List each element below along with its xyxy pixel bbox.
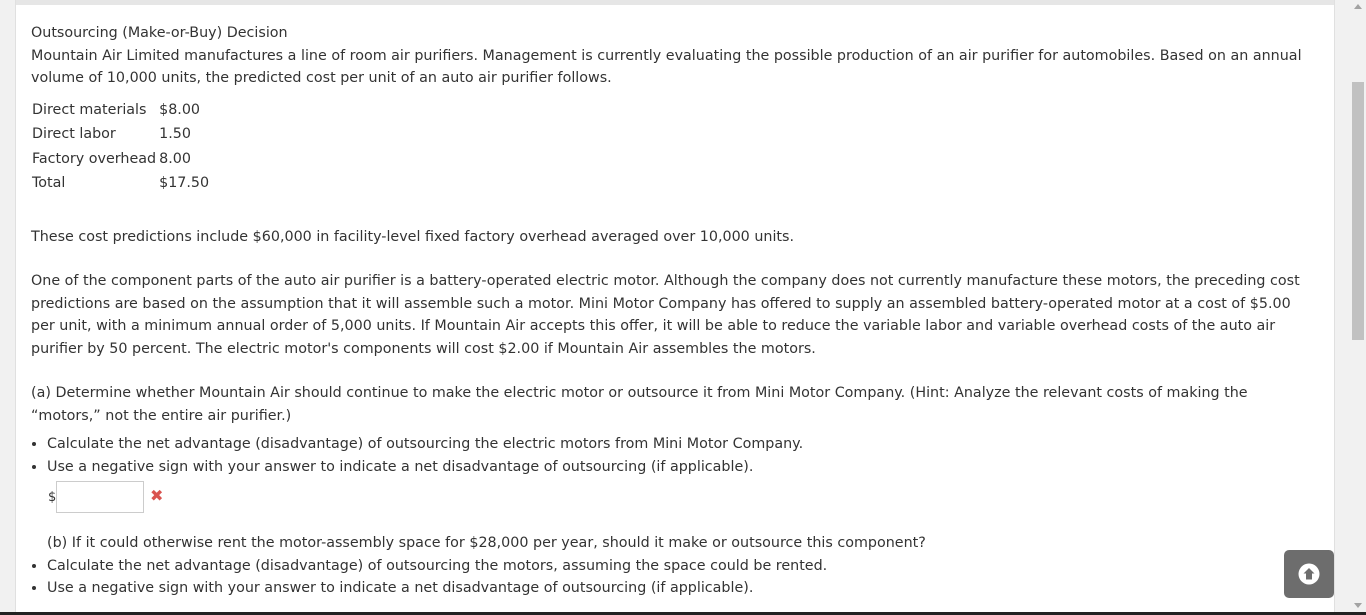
scroll-down-arrow-icon[interactable]: [1354, 603, 1362, 608]
vertical-scrollbar[interactable]: [1350, 0, 1366, 615]
problem-title: Outsourcing (Make-or-Buy) Decision: [31, 25, 288, 41]
back-to-top-button[interactable]: [1284, 550, 1334, 598]
instruction-item: • Calculate the net advantage (disadvantage) of outsourcing the motors, assuming the space could be rented.: [47, 555, 1316, 578]
cost-row: [32, 122, 209, 147]
fixed-overhead-note: These cost predictions include $60,000 in facility-level fixed factory overhead averaged over 10,000 units.: [31, 228, 795, 245]
arrow-up-circle-icon: [1298, 563, 1320, 585]
scrollbar-thumb[interactable]: [1352, 82, 1364, 340]
cost-value: $17.50: [159, 175, 210, 191]
instruction-item: • Use a negative sign with your answer to indicate a net disadvantage of outsourcing (if applicable).: [47, 577, 1316, 600]
x-mark-icon: ✖: [150, 486, 164, 505]
cost-row: [32, 147, 209, 172]
part-a-answer-row: [31, 481, 1316, 521]
cost-value: $8.00: [159, 101, 201, 118]
instruction-item: • Calculate the net advantage (disadvantage) of outsourcing the electric motors from Mini Motor Company.: [47, 433, 1316, 456]
cost-value: 8.00: [159, 150, 191, 167]
cost-row: [32, 98, 209, 123]
currency-symbol: $: [48, 490, 57, 505]
cost-row-total: [32, 171, 209, 196]
part-b-instructions: [31, 555, 1316, 600]
motor-paragraph: One of the component parts of the auto air purifier is a battery-operated electric motor. Although the company does not currently manufacture these motors, the preceding cost predictions are based on the assumption that it will assemble such a motor. Mini Motor Company has offered to supply an assembled battery-operated motor at a cost of $5.00 per unit, with a minimum annual order of 5,000 units. If Mountain Air accepts this offer, it will be able to reduce the variable labor and variable overhead costs of the auto air purifier by 50 percent. The electric motor's components will cost $2.00 if Mountain Air assembles the motors.: [31, 273, 1300, 357]
cost-label: Direct materials: [32, 101, 147, 118]
part-b-question: (b) If it could otherwise rent the motor-assembly space for $28,000 per year, should it make or outsource this component?: [47, 535, 926, 551]
problem-panel: [15, 0, 1335, 615]
cost-label: Factory overhead: [32, 150, 157, 167]
cost-label: Direct labor: [32, 126, 116, 142]
problem-intro: Mountain Air Limited manufactures a line of room air purifiers. Management is currently evaluating the possible production of an air purifier for automobiles. Based on an annual volume of 10,000 units, the predicted cost per unit of an auto air purifier follows.: [31, 47, 1302, 86]
part-a-question: (a) Determine whether Mountain Air should continue to make the electric motor or outsource it from Mini Motor Company. (Hint: Analyze the relevant costs of making the “motors,” not the entire air purifier.): [31, 385, 1248, 424]
cost-label: Total: [32, 175, 66, 191]
problem-content: [31, 22, 1316, 600]
top-divider: [16, 0, 1334, 5]
part-a-instructions: [31, 433, 1316, 478]
scroll-up-arrow-icon[interactable]: [1354, 4, 1362, 9]
cost-value: 1.50: [159, 126, 191, 142]
instruction-item: • Use a negative sign with your answer to indicate a net disadvantage of outsourcing (if applicable).: [47, 456, 1316, 479]
part-a-answer-input[interactable]: [56, 481, 144, 513]
cost-table: [32, 98, 209, 196]
